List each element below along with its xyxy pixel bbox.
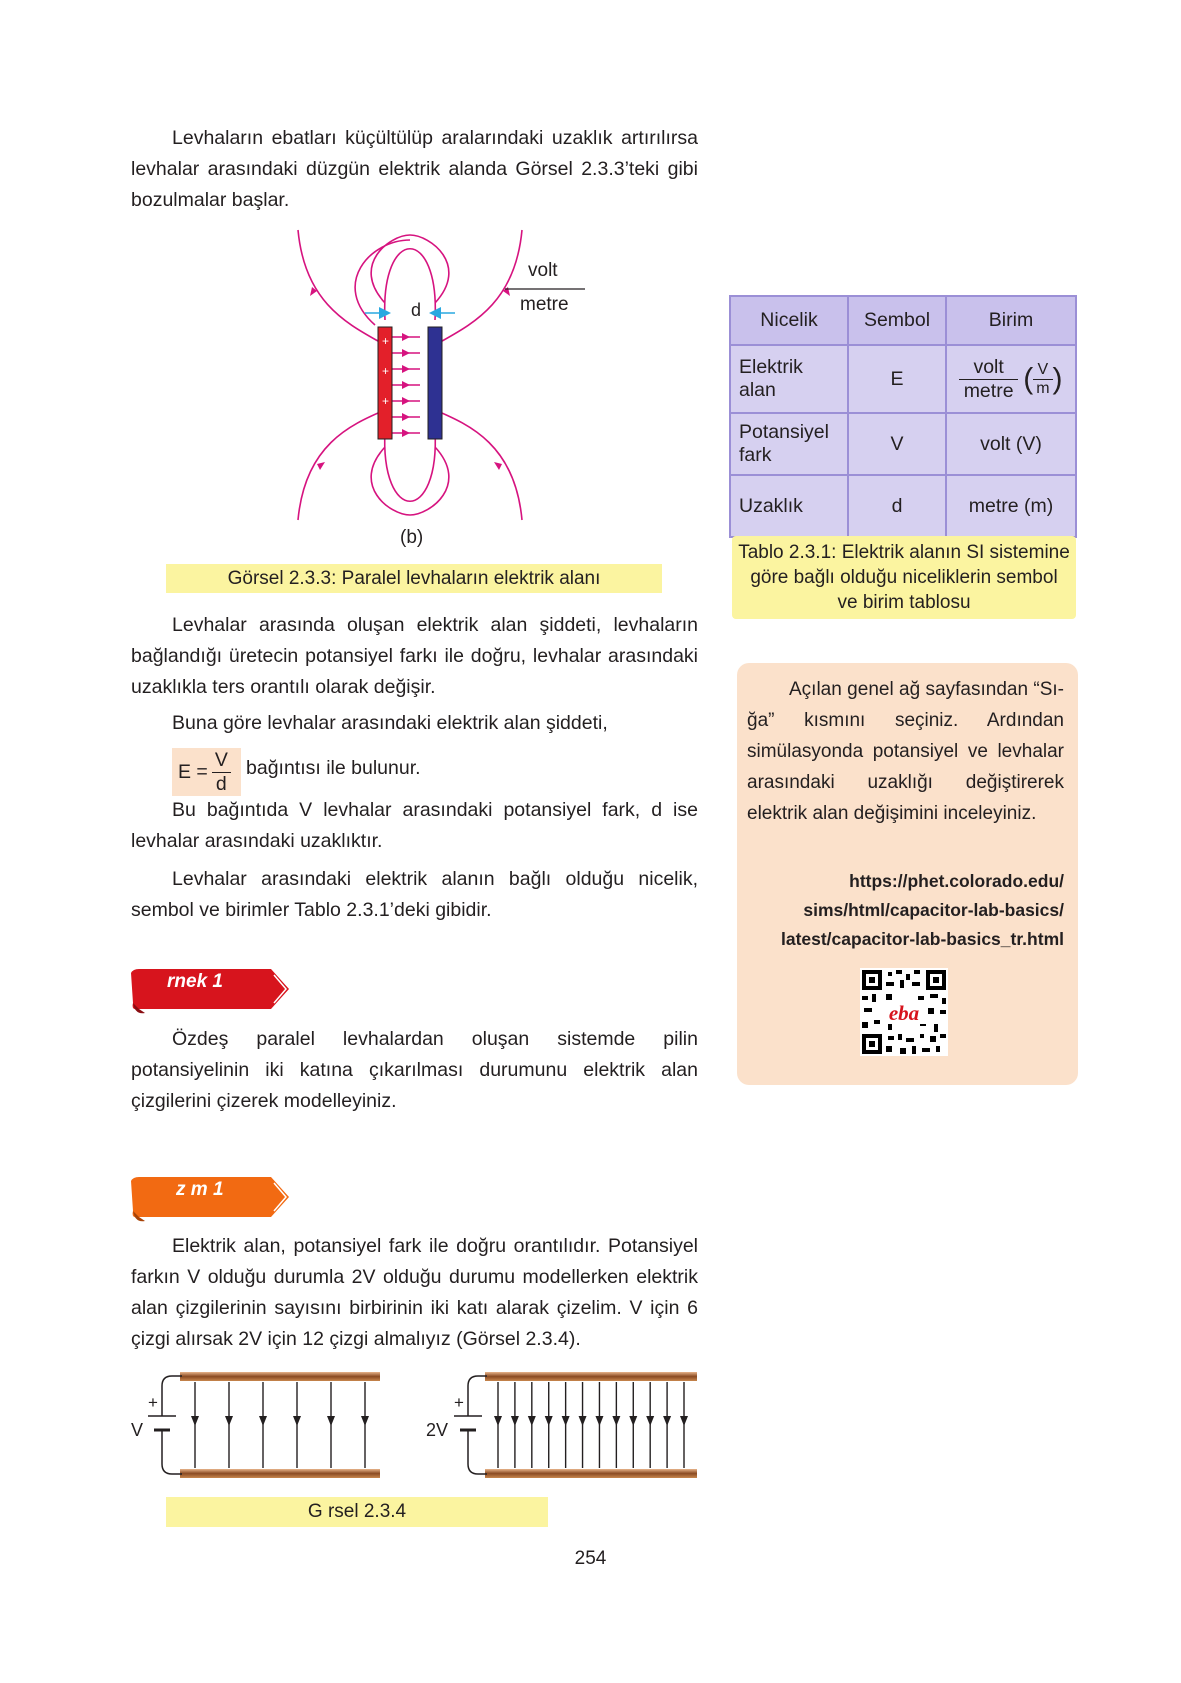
right-voltage-label: 2V: [426, 1420, 449, 1440]
formula-fraction: [212, 749, 231, 796]
field-line-arrow: [511, 1416, 519, 1426]
field-line-arrow: [680, 1416, 688, 1426]
url-line[interactable]: sims/html/capacitor-lab-basics/: [803, 900, 1064, 920]
plus-sign: +: [382, 364, 390, 378]
table-cell: V: [848, 413, 946, 475]
body-paragraph-1: Levhalar arasında oluşan elektrik alan şiddeti, levhaların bağlandığı üretecin potansiyel farkı ile doğru, levhalar arasındaki uzaklıkla ters orantılı olarak değişir.: [131, 614, 698, 698]
solution-text: Elektrik alan, potansiyel fark ile doğru orantılıdır. Potansiyel farkın V olduğu durumla 2V olduğu durumu modellerken elektrik alan çizgilerinin sayısını birbirinin iki katı alarak çizelim. V için 6 çizgi alırsak 2V için 12 çizgi almalıyız (Görsel 2.3.4).: [131, 1235, 698, 1350]
unit-paren-num: V: [1033, 361, 1052, 380]
formula-numerator: V: [212, 749, 231, 773]
info-url[interactable]: [747, 867, 1064, 954]
qr-code[interactable]: [860, 968, 948, 1056]
solution-ribbon-label: z m 1: [176, 1179, 224, 1200]
field-line-arrow: [629, 1416, 637, 1426]
field-line-arrow: [579, 1416, 587, 1426]
field-line-arrow: [646, 1416, 654, 1426]
info-box: [737, 663, 1078, 1085]
table-cell: Potansiyel fark: [730, 413, 848, 475]
field-line-arrow: [612, 1416, 620, 1426]
field-line-arrow: [528, 1416, 536, 1426]
unit-den: metre: [963, 379, 1014, 402]
table-cell-unit-fraction: $\frac{\text{volt}}{\text{metre}}$ ( $\frac{V}{m}$ ): [946, 345, 1076, 413]
table-row: [730, 413, 1076, 475]
example-ribbon-label: rnek 1: [167, 971, 223, 992]
table-cell: d: [848, 475, 946, 537]
eba-logo: eba: [888, 1001, 920, 1025]
table-row: [730, 475, 1076, 537]
formula-text: bağıntısı ile bulunur.: [246, 757, 421, 779]
right-field-lines: [494, 1382, 688, 1468]
table-cell: E: [848, 345, 946, 413]
body-paragraph-4: Levhalar arasındaki elektrik alanın bağlı olduğu nicelik, sembol ve birimler Tablo 2.3.1’deki gibidir.: [131, 868, 698, 921]
field-line-arrow: [595, 1416, 603, 1426]
url-line[interactable]: latest/capacitor-lab-basics_tr.html: [780, 929, 1064, 949]
quantity-table: [729, 295, 1077, 538]
field-line-arrow: [293, 1416, 301, 1426]
right-plus-sign: +: [454, 1393, 464, 1412]
left-voltage-label: V: [131, 1420, 144, 1440]
unit-numerator-volt: volt: [528, 260, 558, 281]
figure-2-3-3-caption: Görsel 2.3.3: Paralel levhaların elektrik alanı: [166, 564, 662, 593]
field-line-arrow: [562, 1416, 570, 1426]
table-row: [730, 345, 1076, 413]
field-line-arrow: [327, 1416, 335, 1426]
formula-denominator: d: [215, 772, 227, 795]
example-text: Özdeş paralel levhalardan oluşan sistemde pilin potansiyelinin iki katına çıkarılması durumunu elektrik alan çizgilerini çizerek modelleyiniz.: [131, 1028, 698, 1112]
distance-label-d: d: [411, 300, 422, 320]
figure-2-3-3-field-lines: [290, 225, 610, 525]
field-line-arrow: [191, 1416, 199, 1426]
unit-paren-den: m: [1036, 379, 1050, 397]
unit-fraction: [959, 356, 1017, 403]
field-line-arrow: [361, 1416, 369, 1426]
field-line-arrow: [225, 1416, 233, 1426]
figure-2-3-4-field-lines: [130, 1370, 700, 1480]
table-caption: Tablo 2.3.1: Elektrik alanın SI sistemine göre bağlı olduğu niceliklerin sembol ve birim tablosu: [732, 536, 1076, 619]
figure-sublabel: (b): [400, 527, 424, 548]
field-line-arrow: [259, 1416, 267, 1426]
field-line-arrow: [663, 1416, 671, 1426]
body-paragraph-2: Buna göre levhalar arasındaki elektrik alan şiddeti,: [172, 712, 608, 734]
table-cell: Uzaklık: [730, 475, 848, 537]
unit-denominator-metre: metre: [520, 294, 569, 315]
table-header: Birim: [946, 296, 1076, 345]
body-paragraph-3: Bu bağıntıda V levhalar arasındaki potansiyel fark, d ise levhalar arasındaki uzaklıktır.: [131, 799, 698, 852]
info-text: Açılan genel ağ sayfasından “Sı-ğa” kısmını seçiniz. Ardından simülasyonda potansiyel ve levhalar arasındaki uzaklığı değiştirerek elektrik alan değişimini inceleyiniz.: [747, 679, 1064, 824]
intro-paragraph: Levhaların ebatları küçültülüp aralarındaki uzaklık artırılırsa levhalar arasındaki düzgün elektrik alanda Görsel 2.3.3’teki gibi bozulmalar başlar.: [131, 127, 698, 211]
table-header: Sembol: [848, 296, 946, 345]
table-cell: volt (V): [946, 413, 1076, 475]
plus-sign: +: [382, 394, 390, 408]
unit-paren-fraction: [1033, 361, 1052, 398]
left-plus-sign: +: [148, 1393, 158, 1412]
unit-num: volt: [959, 356, 1017, 380]
table-cell: Elektrik alan: [730, 345, 848, 413]
table-header: Nicelik: [730, 296, 848, 345]
formula-e-equals-v-over-d: [172, 748, 241, 796]
left-field-lines: [191, 1382, 369, 1468]
table-cell: metre (m): [946, 475, 1076, 537]
field-line-arrow: [494, 1416, 502, 1426]
plus-sign: +: [382, 334, 390, 348]
formula-lhs: E =: [178, 760, 208, 783]
figure-2-3-4-caption: G rsel 2.3.4: [166, 1497, 548, 1527]
url-line[interactable]: https://phet.colorado.edu/: [849, 871, 1064, 891]
page-number: 254: [574, 1548, 607, 1569]
field-line-arrow: [545, 1416, 553, 1426]
